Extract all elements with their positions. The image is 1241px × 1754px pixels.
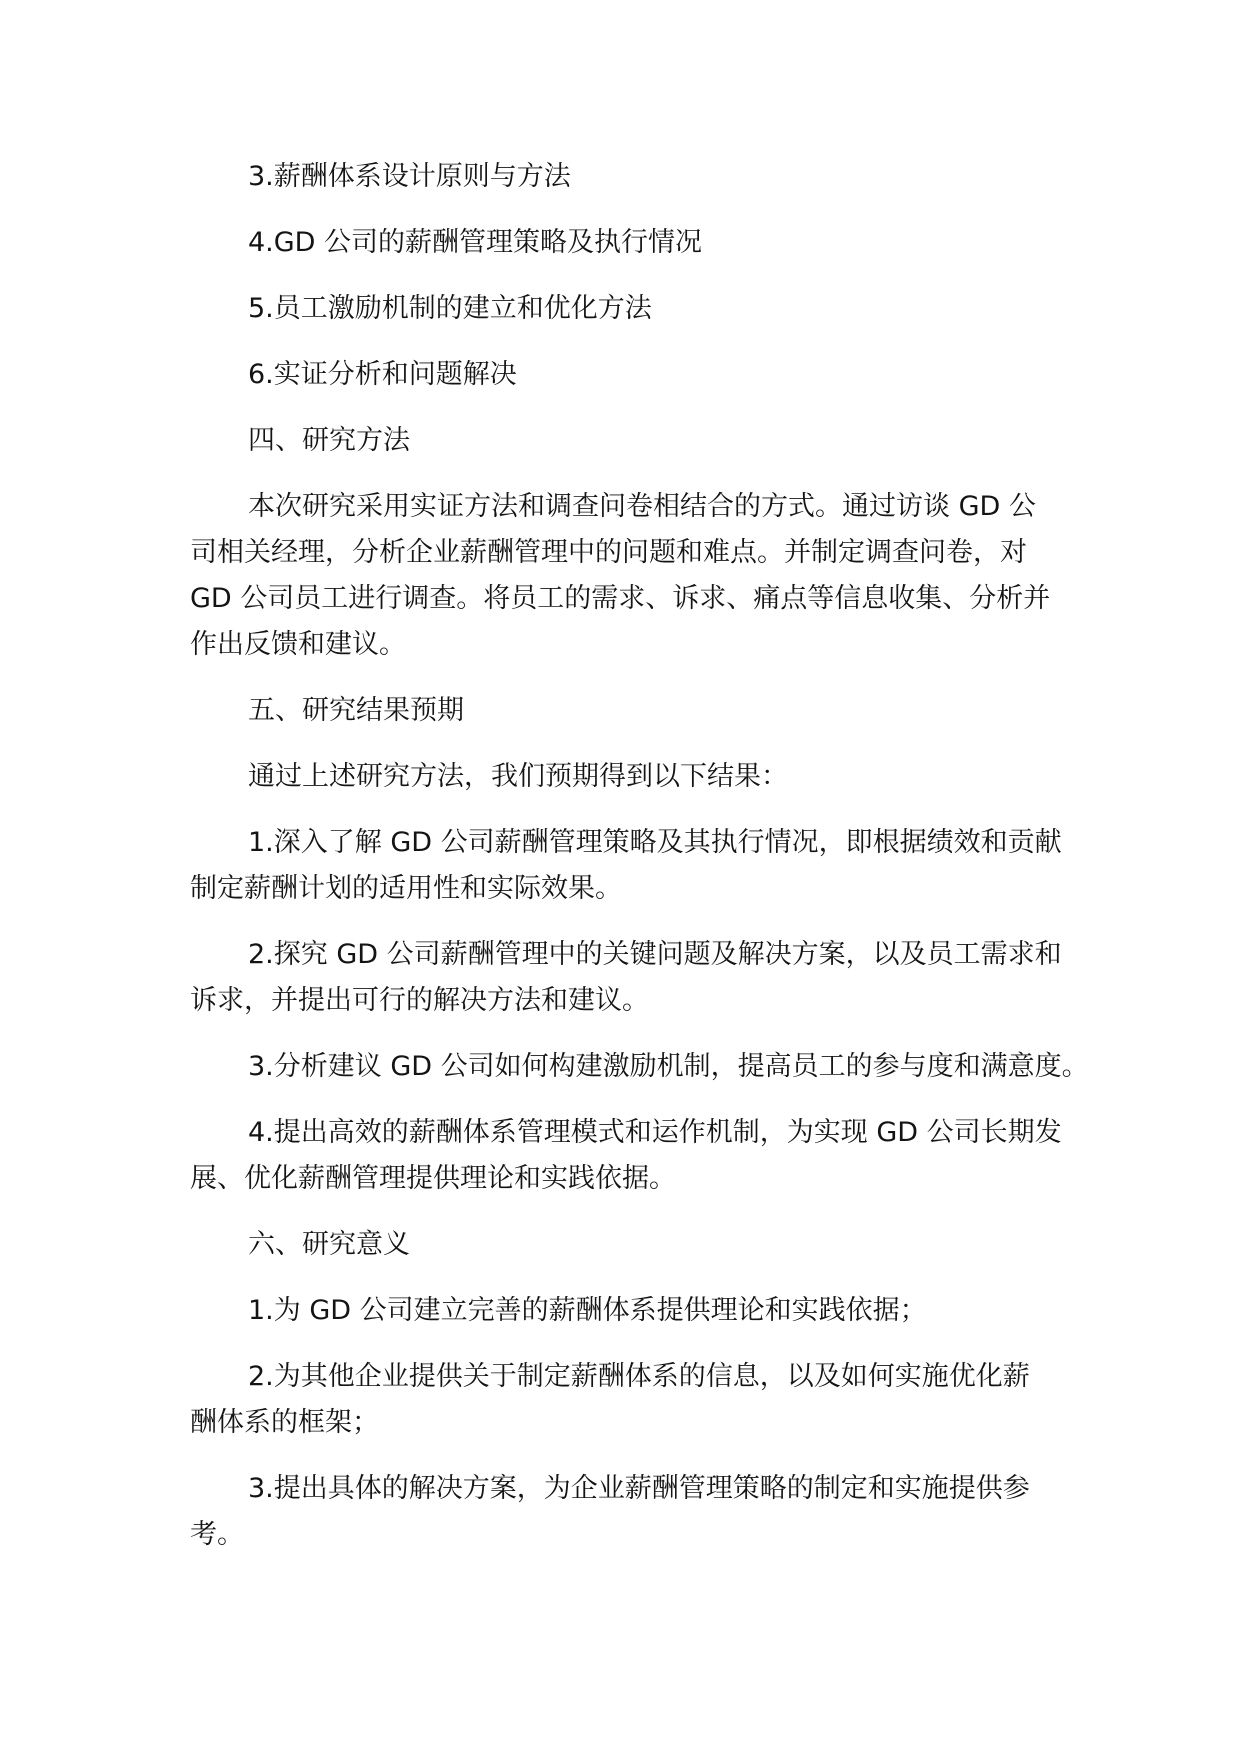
paragraph-line: 制定薪酬计划的适用性和实际效果。 (190, 873, 622, 904)
paragraph-line: 5.员工激励机制的建立和优化方法 (248, 293, 652, 324)
document-body (190, 154, 1190, 1578)
paragraph-line: 3.提出具体的解决方案，为企业薪酬管理策略的制定和实施提供参 (248, 1473, 1030, 1504)
paragraph-line: 2.为其他企业提供关于制定薪酬体系的信息，以及如何实施优化薪 (248, 1361, 1030, 1392)
paragraph-line: 司相关经理，分析企业薪酬管理中的问题和难点。并制定调查问卷，对 (190, 537, 1027, 568)
section-heading (190, 688, 1190, 734)
list-item (190, 286, 1190, 332)
body-paragraph (190, 754, 1190, 800)
list-item (190, 1288, 1190, 1334)
paragraph-line: 4.GD 公司的薪酬管理策略及执行情况 (248, 227, 703, 258)
list-item (190, 154, 1190, 200)
list-item (190, 1110, 1190, 1202)
paragraph-line: 2.探究 GD 公司薪酬管理中的关键问题及解决方案，以及员工需求和 (248, 939, 1062, 970)
paragraph-line: 诉求，并提出可行的解决方法和建议。 (190, 985, 649, 1016)
list-item (190, 932, 1190, 1024)
paragraph-line: 3.分析建议 GD 公司如何构建激励机制，提高员工的参与度和满意度。 (248, 1051, 1089, 1082)
heading-text: 四、研究方法 (248, 425, 410, 456)
section-heading (190, 418, 1190, 464)
heading-text: 五、研究结果预期 (248, 695, 464, 726)
list-item (190, 220, 1190, 266)
paragraph-line: 考。 (190, 1519, 244, 1550)
section-heading (190, 1222, 1190, 1268)
paragraph-line: 1.为 GD 公司建立完善的薪酬体系提供理论和实践依据； (248, 1295, 927, 1326)
list-item (190, 1354, 1190, 1446)
heading-text: 六、研究意义 (248, 1229, 410, 1260)
paragraph-line: GD 公司员工进行调查。将员工的需求、诉求、痛点等信息收集、分析并 (190, 583, 1051, 614)
list-item (190, 1466, 1190, 1558)
paragraph-line: 通过上述研究方法，我们预期得到以下结果： (248, 761, 788, 792)
list-item (190, 820, 1190, 912)
paragraph-line: 作出反馈和建议。 (190, 629, 406, 660)
paragraph-line: 1.深入了解 GD 公司薪酬管理策略及其执行情况，即根据绩效和贡献 (248, 827, 1062, 858)
paragraph-line: 本次研究采用实证方法和调查问卷相结合的方式。通过访谈 GD 公 (248, 491, 1036, 522)
paragraph-line: 6.实证分析和问题解决 (248, 359, 517, 390)
body-paragraph (190, 484, 1190, 668)
paragraph-line: 3.薪酬体系设计原则与方法 (248, 161, 571, 192)
paragraph-line: 酬体系的框架； (190, 1407, 379, 1438)
list-item (190, 1044, 1190, 1090)
paragraph-line: 展、优化薪酬管理提供理论和实践依据。 (190, 1163, 676, 1194)
list-item (190, 352, 1190, 398)
paragraph-line: 4.提出高效的薪酬体系管理模式和运作机制，为实现 GD 公司长期发 (248, 1117, 1062, 1148)
